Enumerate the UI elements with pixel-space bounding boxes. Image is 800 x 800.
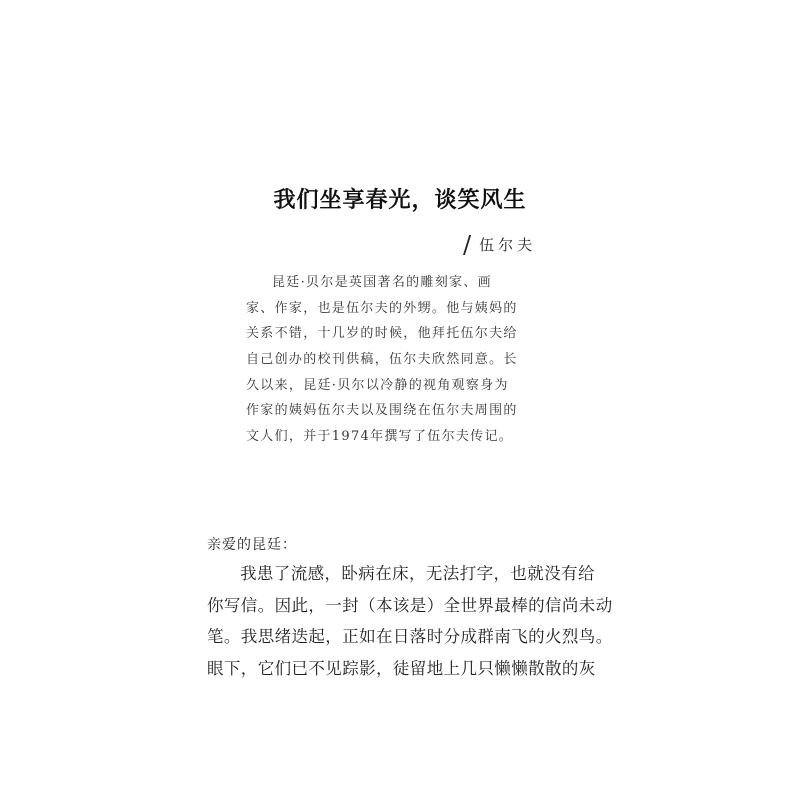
author-byline <box>463 230 536 260</box>
letter-line: 你写信。因此，一封（本该是）全世界最棒的信尚未动 <box>207 595 613 615</box>
intro-line: 久以来，昆廷·贝尔以冷静的视角观察身为 <box>246 377 509 393</box>
letter-salutation: 亲爱的昆廷： <box>207 537 297 553</box>
intro-line: 昆廷·贝尔是英国著名的雕刻家、画 <box>272 275 492 290</box>
author-name: 伍尔夫 <box>479 236 537 254</box>
letter-line: 眼下，它们已不见踪影，徒留地上几只懒懒散散的灰 <box>207 658 596 678</box>
intro-line: 自己创办的校刊供稿，伍尔夫欣然同意。长 <box>246 352 518 368</box>
intro-line: 文人们，并于1974年撰写了伍尔夫传记。 <box>246 429 514 445</box>
intro-line: 家、作家，也是伍尔夫的外甥。他与姨妈的 <box>246 300 518 316</box>
letter-line: 我患了流感，卧病在床，无法打字，也就没有给 <box>240 564 595 583</box>
intro-paragraph <box>246 270 536 450</box>
intro-line: 作家的姨妈伍尔夫以及围绕在伍尔夫周围的 <box>246 403 518 419</box>
article-title: 我们坐享春光，谈笑风生 <box>273 187 527 213</box>
letter-line: 笔。我思绪迭起，正如在日落时分成群南飞的火烈鸟。 <box>207 627 613 646</box>
author-slash: / <box>463 231 472 259</box>
letter-body <box>207 558 613 684</box>
intro-line: 关系不错，十几岁的时候，他拜托伍尔夫给 <box>246 326 518 342</box>
